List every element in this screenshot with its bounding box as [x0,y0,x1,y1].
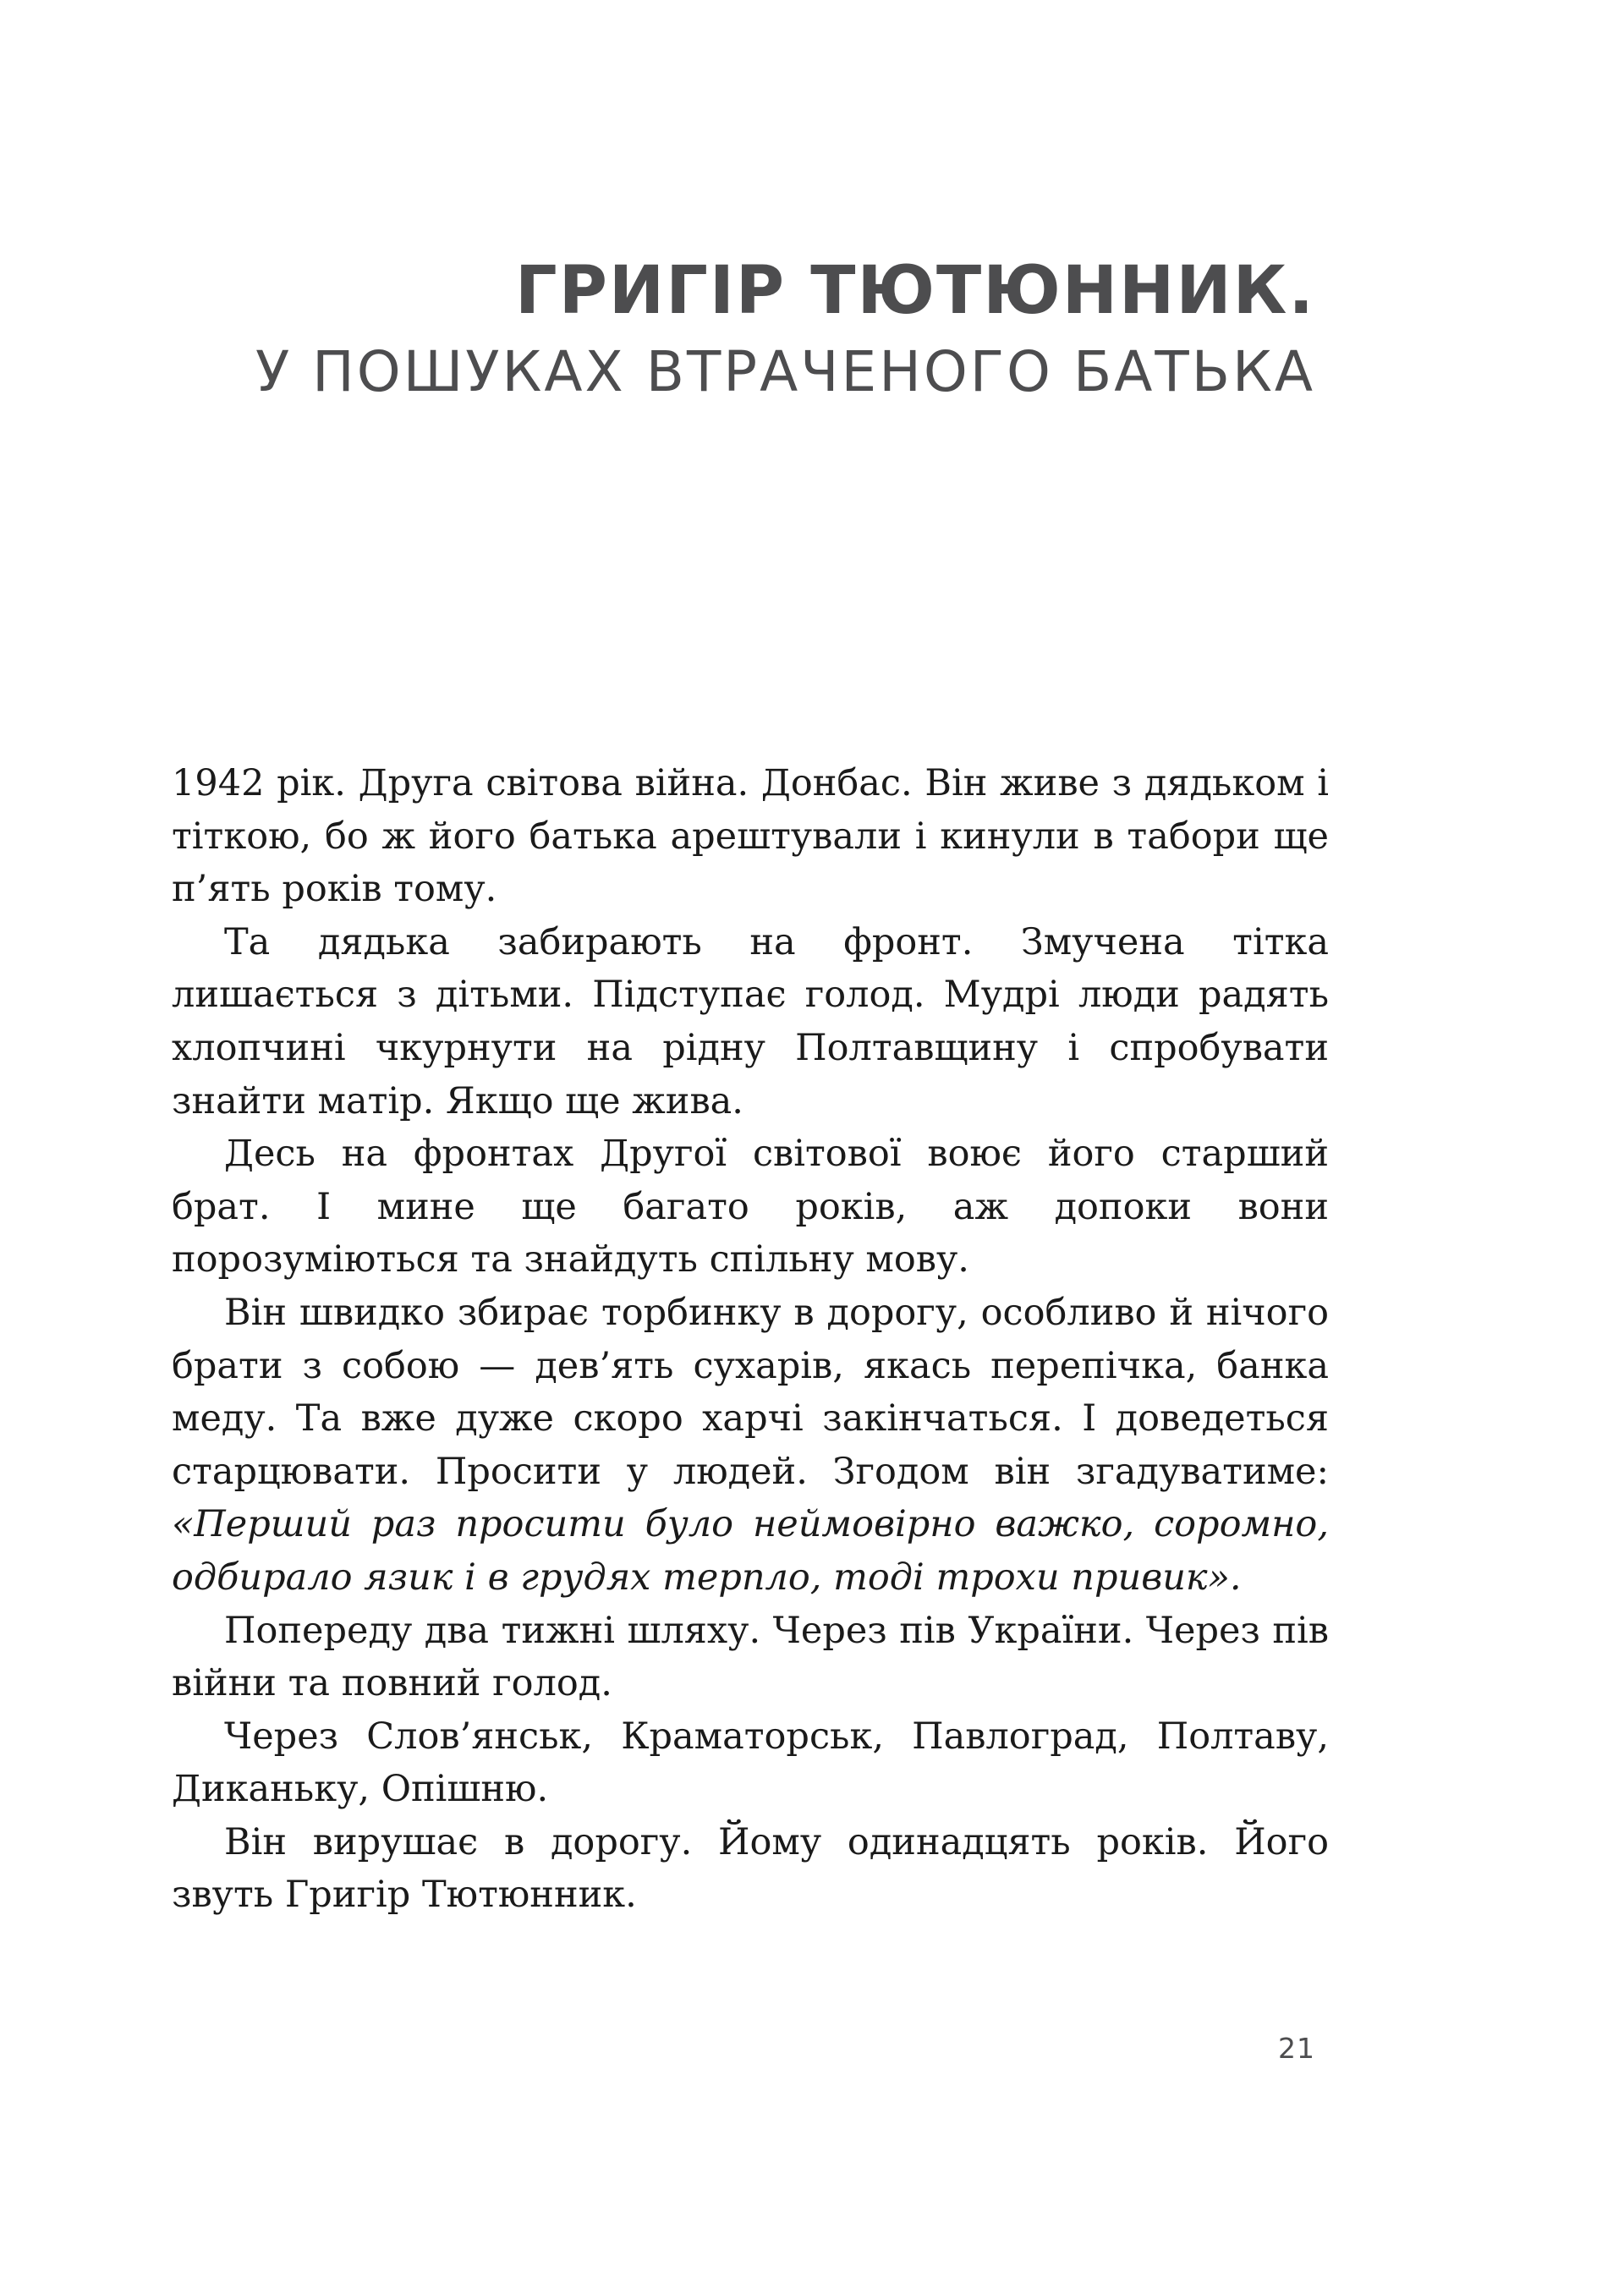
paragraph: Через Слов’янськ, Краматорськ, Павлоград, Полтаву, Диканьку, Опішню. [172,1715,1329,1811]
italic-quote: «Перший раз просити було неймовірно важко, соромно, одбирало язик і в грудях терпло, тоді трохи привик». [172,1503,1329,1599]
paragraph: Десь на фронтах Другої світової воює його старший брат. І мине ще багато років, аж допоки вони порозуміються та знайдуть спільну мову. [172,1133,1329,1281]
page-number: 21 [1278,2032,1315,2065]
chapter-subtitle: У ПОШУКАХ ВТРАЧЕНОГО БАТЬКА [255,339,1315,404]
chapter-title: ГРИГІР ТЮТЮННИК. [515,253,1315,329]
paragraph: Він вирушає в дорогу. Йому одинадцять років. Його звуть Григір Тютюнник. [172,1820,1329,1917]
paragraph-text: Він швидко збирає торбинку в дорогу, особливо й нічого брати з собою — дев’ять сухарів, якась перепічка, банка меду. Та вже дуже скоро харчі закінчаться. І доведеться старцювати. Просити у людей. Згодом він згадуватиме: [172,1291,1329,1493]
chapter-heading [255,254,1315,416]
paragraph: Попереду два тижні шляху. Через пів України. Через пів війни та повний голод. [172,1609,1329,1705]
body-text [172,757,1329,1922]
paragraph: Та дядька забирають на фронт. Змучена тітка лишається з дітьми. Підступає голод. Мудрі люди радять хлопчині чкурнути на рідну Полтавщину і спробувати знайти матір. Якщо ще жива. [172,920,1329,1122]
paragraph: 1942 рік. Друга світова війна. Донбас. Він живе з дядьком і тіткою, бо ж його батька арештували і кинули в табори ще п’ять років тому. [172,762,1329,911]
paragraph-with-quote [172,1287,1329,1605]
